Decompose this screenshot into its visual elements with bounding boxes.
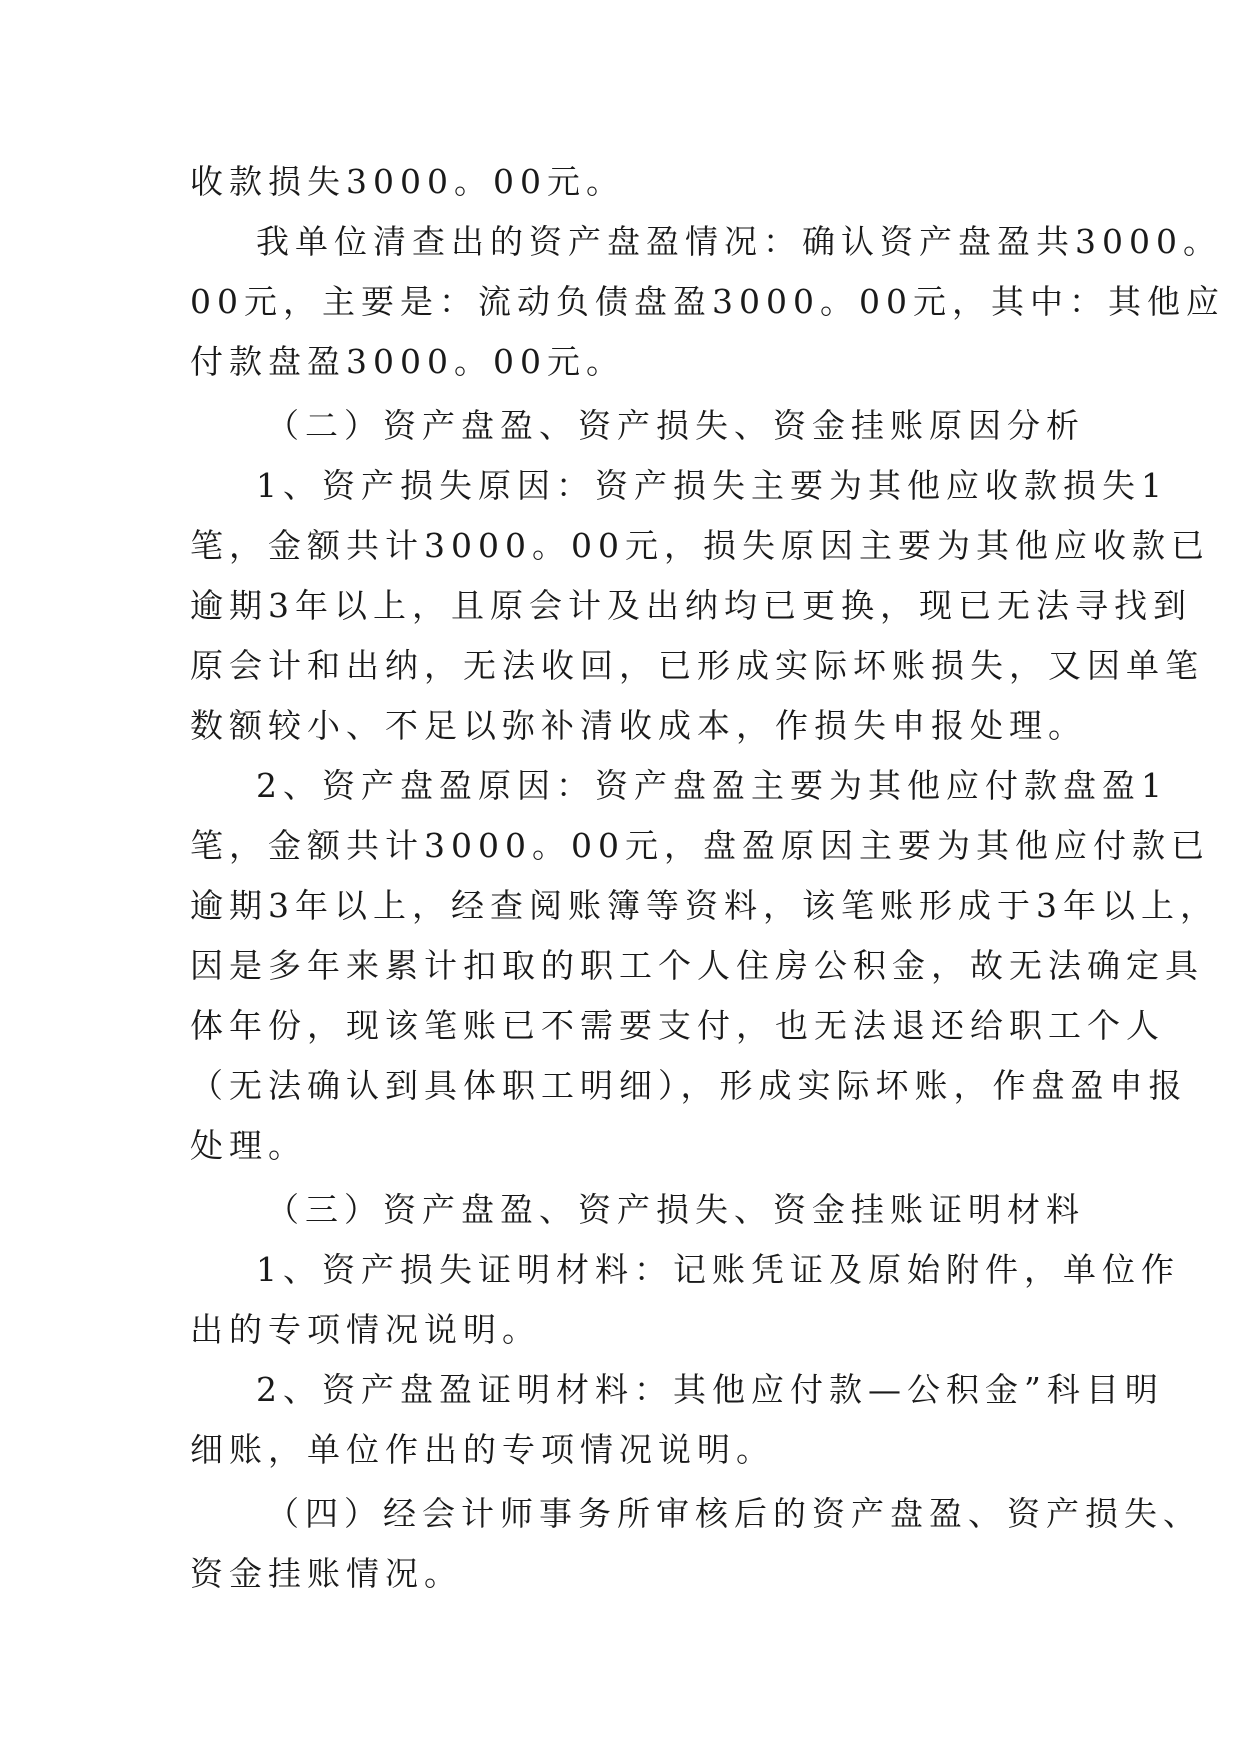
body-line: 出的专项情况说明。 [190, 1310, 541, 1349]
body-line: 笔，金额共计3000。00元，盘盈原因主要为其他应付款已 [190, 826, 1210, 865]
body-line: 00元，主要是：流动负债盘盈3000。00元，其中：其他应 [190, 282, 1225, 321]
paragraph-start-line: 我单位清查出的资产盘盈情况：确认资产盘盈共3000。 [256, 222, 1222, 261]
body-line: 资金挂账情况。 [190, 1554, 463, 1593]
body-line: 逾期3年以上，且原会计及出纳均已更换，现已无法寻找到 [190, 586, 1192, 625]
paragraph-start-line: 2、资产盘盈原因：资产盘盈主要为其他应付款盘盈1 [256, 766, 1168, 805]
section-heading: （二）资产盘盈、资产损失、资金挂账原因分析 [266, 406, 1085, 445]
body-line: 体年份，现该笔账已不需要支付，也无法退还给职工个人 [190, 1006, 1165, 1045]
section-heading: （四）经会计师事务所审核后的资产盘盈、资产损失、 [266, 1494, 1202, 1533]
paragraph-start-line: 1、资产损失原因：资产损失主要为其他应收款损失1 [256, 466, 1168, 505]
body-line: 数额较小、不足以弥补清收成本，作损失申报处理。 [190, 706, 1087, 745]
document-body [190, 152, 1225, 1604]
body-line: 收款损失3000。00元。 [190, 162, 625, 201]
body-line: （无法确认到具体职工明细），形成实际坏账，作盘盈申报 [190, 1066, 1188, 1105]
body-line: 付款盘盈3000。00元。 [190, 342, 625, 381]
body-line: 因是多年来累计扣取的职工个人住房公积金，故无法确定具 [190, 946, 1204, 985]
paragraph-start-line: 2、资产盘盈证明材料：其他应付款—公积金”科目明 [256, 1370, 1164, 1409]
body-line: 逾期3年以上，经查阅账簿等资料，该笔账形成于3年以上， [190, 886, 1219, 925]
body-line: 处理。 [190, 1126, 307, 1165]
body-line: 细账，单位作出的专项情况说明。 [190, 1430, 775, 1469]
body-line: 原会计和出纳，无法收回，已形成实际坏账损失，又因单笔 [190, 646, 1204, 685]
body-line: 笔，金额共计3000。00元，损失原因主要为其他应收款已 [190, 526, 1210, 565]
section-heading: （三）资产盘盈、资产损失、资金挂账证明材料 [266, 1190, 1085, 1229]
paragraph-start-line: 1、资产损失证明材料：记账凭证及原始附件，单位作 [256, 1250, 1180, 1289]
